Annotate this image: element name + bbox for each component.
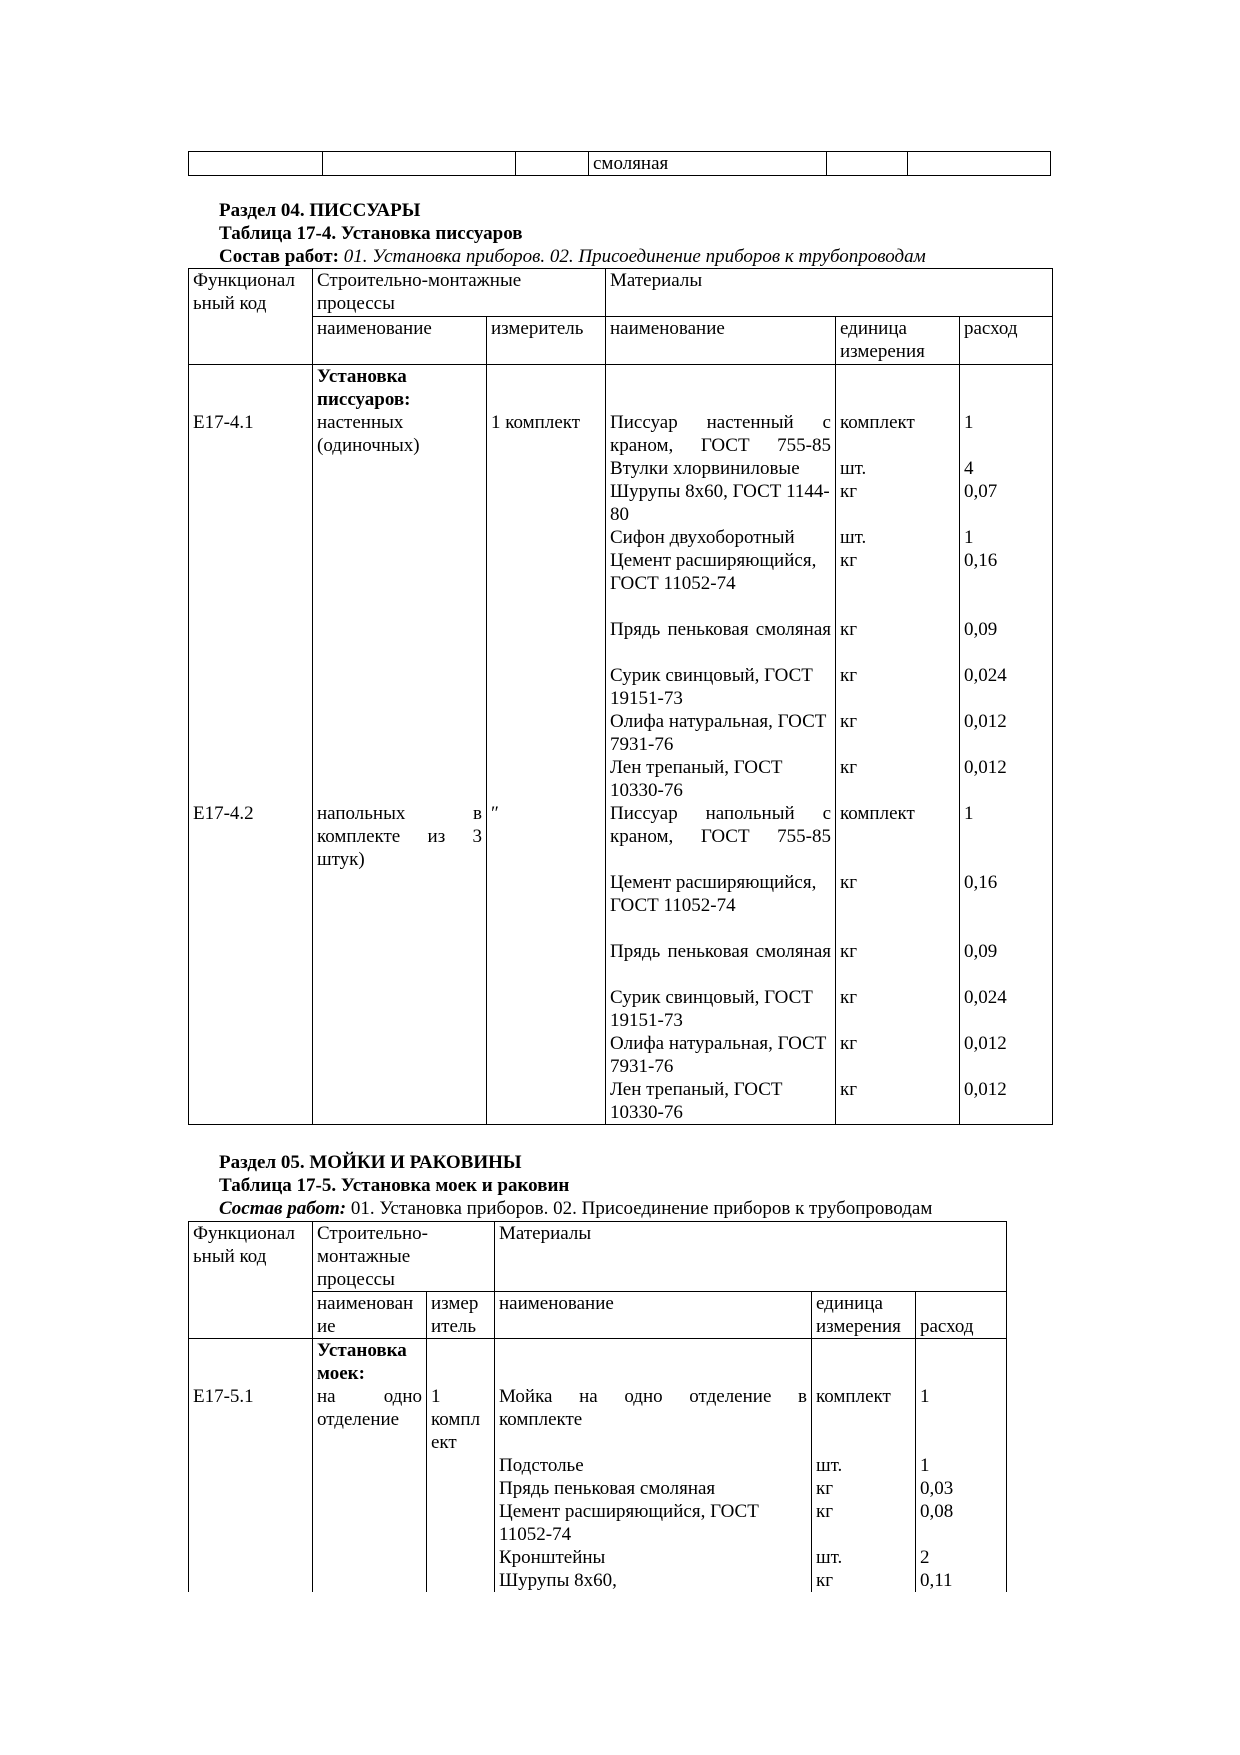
header-meter: измеритель [487,317,606,365]
table-17-5-title: Таблица 17-5. Установка моек и раковин [219,1175,570,1196]
table-row [189,411,1053,802]
table-17-4-title: Таблица 17-4. Установка писсуаров [219,223,523,244]
header-amount: расход [960,317,1053,365]
composition-label: Состав работ: [219,1198,347,1219]
header-unit: единица измерения [836,317,960,365]
table-17-5 [188,1221,1007,1592]
composition-05 [219,1197,932,1220]
header-name: наименован ие [313,1292,427,1339]
materials-amounts: 1 0,16 0,09 0,024 0,012 0,012 [960,802,1053,1125]
materials-amounts: 1 1 0,03 0,08 2 0,11 [916,1385,1007,1592]
row-meter: 1 компл ект [427,1385,495,1592]
materials-units: комплект кг кг кг кг кг [836,802,960,1125]
header-code: Функционал ьный код [189,269,313,365]
row-meter: 1 комплект [487,411,606,802]
header-processes: Строительно-монтажные процессы [313,269,606,317]
fragment-cell: смоляная [589,152,827,176]
header-code: Функционал ьный код [189,1222,313,1339]
composition-text: 01. Установка приборов. 02. Присоединение приборов к трубопроводам [350,1198,933,1219]
table-row [189,802,1053,1125]
materials-names: Писсуар настенный с краном, ГОСТ 755-85 Втулки хлорвиниловые Шурупы 8х60, ГОСТ 1144-80 Сифон двухоборотный Цемент расширяющийся, ГОСТ 11052-74 Прядь пеньковая смоляная Сурик свинцовый, ГОСТ 19151-73 Олифа натуральная, ГОСТ 7931-76 Лен трепаный, ГОСТ 10330-76 [606,411,836,802]
row-code: Е17-4.1 [189,411,313,802]
section-05-title: Раздел 05. МОЙКИ И РАКОВИНЫ [219,1152,522,1173]
header-unit: единица измерения [812,1292,916,1339]
header-mat-name: наименование [606,317,836,365]
row-process: настенных (одиночных) [313,411,487,802]
materials-units: комплект шт. кг шт. кг кг кг кг кг [836,411,960,802]
header-mat-name: наименование [495,1292,812,1339]
header-materials: Материалы [495,1222,1007,1292]
header-meter: измер итель [427,1292,495,1339]
header-name: наименование [313,317,487,365]
materials-units: комплект шт. кг кг шт. кг [812,1385,916,1592]
group-title: Установка писсуаров: [313,365,487,412]
header-amount: расход [916,1292,1007,1339]
previous-table-fragment [188,151,1051,176]
materials-names: Писсуар напольный с краном, ГОСТ 755-85 Цемент расширяющийся, ГОСТ 11052-74 Прядь пеньковая смоляная Сурик свинцовый, ГОСТ 19151-73 Олифа натуральная, ГОСТ 7931-76 Лен трепаный, ГОСТ 10330-76 [606,802,836,1125]
table-row [189,1385,1007,1592]
row-meter: ″ [487,802,606,1125]
materials-amounts: 1 4 0,07 1 0,16 0,09 0,024 0,012 0,012 [960,411,1053,802]
materials-names: Мойка на одно отделение в комплекте Подстолье Прядь пеньковая смоляная Цемент расширяющийся, ГОСТ 11052-74 Кронштейны Шурупы 8х60, [495,1385,812,1592]
row-process: напольных в комплекте из 3 штук) [313,802,487,1125]
composition-label: Состав работ: [219,246,339,267]
row-process: на одно отделение [313,1385,427,1592]
section-04-title: Раздел 04. ПИССУАРЫ [219,200,421,221]
composition-04 [219,245,926,268]
header-processes: Строительно-монтажные процессы [313,1222,495,1292]
header-materials: Материалы [606,269,1053,317]
composition-text: 01. Установка приборов. 02. Присоединение приборов к трубопроводам [343,246,926,267]
group-title: Установка моек: [313,1339,427,1386]
row-code: Е17-5.1 [189,1385,313,1592]
row-code: Е17-4.2 [189,802,313,1125]
table-17-4 [188,268,1053,1125]
